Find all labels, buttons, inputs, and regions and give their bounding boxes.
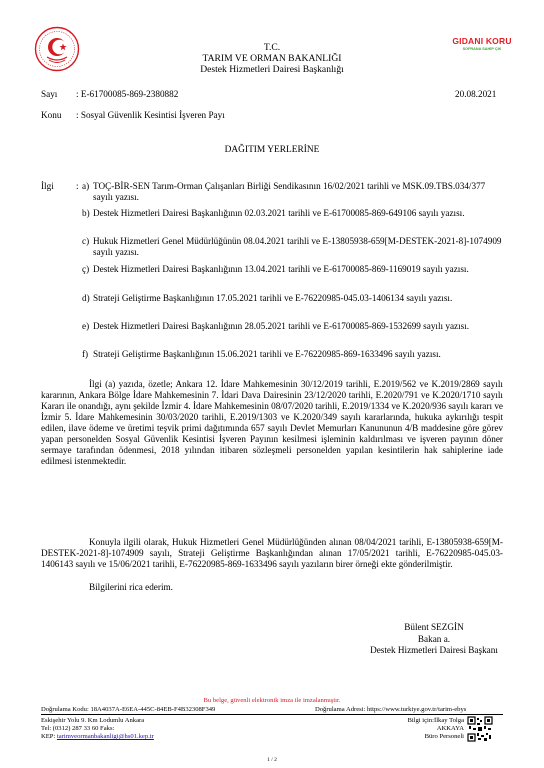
ilgi-colon: : [76,181,79,191]
contact-line-1: Bilgi için:İlkay Tolga [407,717,464,724]
ilgi-item-text: TOÇ-BİR-SEN Tarım-Orman Çalışanları Birliği Sendikasının 16/02/2021 tarihli ve MSK.09.TBS.034/377 sayılı yazısı. [93,181,486,202]
body-paragraph-2: Konuyla ilgili olarak, Hukuk Hizmetleri Genel Müdürlüğünden alınan 08/04/2021 tarihli, E-13805938-659[M-DESTEK-2021-8]-1074909 sayılı, Strateji Geliştirme Başkanlığından alınan 17/05/2021 tarihli, E-76220985-045.03-1406143 sayılı ve 15/06/2021 tarihli, E-76220985-869-1633496 sayılı yazıların birer örneği ekte gönderilmiştir. [41,537,503,569]
signer-title-2: Destek Hizmetleri Dairesi Başkanı [370,645,498,655]
contact-info [380,717,464,741]
ilgi-item-d [82,293,502,304]
ilgi-item-e [82,321,502,332]
ilgi-item-text: Destek Hizmetleri Dairesi Başkanlığının 28.05.2021 tarihli ve E-61700085-869-1532699 sayılı yazısı. [93,321,470,331]
footer-address: Eskişehir Yolu 9. Km Lodumlu Ankara [41,717,145,724]
ilgi-item-c-cedilla [82,264,502,275]
signer-title-1: Bakan a. [417,633,451,644]
kep-label: KEP: [41,733,57,740]
ilgi-item-text: Hukuk Hizmetleri Genel Müdürlüğünün 08.04.2021 tarihli ve E-13805938-659[M-DESTEK-2021-8]-1074909 sayılı yazısı. [93,236,502,257]
ilgi-item-letter: a) [82,181,90,191]
header-ministry-name: TARIM VE ORMAN BAKANLIĞI [202,53,342,64]
ilgi-item-text: Destek Hizmetleri Dairesi Başkanlığının 13.04.2021 tarihli ve E-61700085-869-1169019 sayılı yazısı. [93,264,469,274]
ilgi-item-a [82,181,502,203]
ilgi-item-letter: c) [82,236,90,246]
verification-code: Doğrulama Kodu: 18A4037A-E6EA-445C-84EB-F4B32308F349 [41,706,216,713]
qr-code-icon [467,716,493,742]
brand-logo [447,36,517,51]
ilgi-item-letter: e) [82,321,90,331]
ilgi-item-letter: f) [82,349,89,359]
footer-kep [41,733,154,741]
document-date: 20.08.2021 [455,89,497,99]
ilgi-item-text: Destek Hizmetleri Dairesi Başkanlığının 02.03.2021 tarihli ve E-61700085-869-649106 sayılı yazısı. [93,208,465,218]
signer-name: Bülent SEZGİN [404,622,464,632]
ilgi-item-text: Strateji Geliştirme Başkanlığının 17.05.2021 tarihli ve E-76220985-045.03-1406134 sayılı yazısı. [93,293,453,303]
ilgi-item-f [82,349,502,360]
signature-block [344,622,524,657]
page-number: 1 / 2 [267,757,277,763]
verification-address: Doğrulama Adresi: https://www.turkiye.gov.tr/tarim-ebys [315,706,467,713]
ilgi-item-text: Strateji Geliştirme Başkanlığının 15.06.2021 tarihli ve E-76220985-869-1633496 sayılı yazısı. [93,349,441,359]
sayi-value: : E-61700085-869-2380882 [76,89,179,99]
header-line-tc: T.C. [263,42,281,53]
contact-line-3: Büro Personeli [424,733,464,740]
ilgi-item-letter: b) [82,208,90,218]
brand-sub-text: SOFRANA SAHİP ÇIK [462,47,502,51]
konu-value: : Sosyal Güvenlik Kesintisi İşveren Payı [76,110,225,120]
esignature-notice: Bu belge, güvenli elektronik imza ile imzalanmıştır. [203,697,341,704]
distribution-title: DAĞITIM YERLERİNE [224,145,320,155]
header-department-name: Destek Hizmetleri Dairesi Başkanlığı [200,64,344,75]
body-paragraph-3: Bilgilerini rica ederim. [89,582,173,592]
footer-divider [41,714,503,715]
brand-main-text: GIDANI KORU [452,36,512,46]
ilgi-item-c [82,236,502,258]
body-paragraph-1: İlgi (a) yazıda, özetle; Ankara 12. İdare Mahkemesinin 30/12/2019 tarihli, E.2019/562 ve K.2019/2869 sayılı kararının, Ankara Bölge İdare Mahkemesinin 7. İdari Dava Dairesinin 23/12/2020 tarihli, E.2020/791 ve K.2020/1710 sayılı Kararı ile onandığı, aynı şekilde İzmir 4. İdare Mahkemesinin 08/07/2020 tarihli, E.2019/1334 ve K.2020/936 sayılı kararı ve İzmir 5. İdare Mahkemesinin 30/03/2020 tarihli, E.2019/1303 ve K.2020/349 sayılı kararlarında, hukuka aykırılığı tespit edilen, ilave ödeme ve üretimi teşvik primi dağıtımında 657 sayılı Devlet Memurları Kanununun 4/B maddesine göre görev yapan personelden Sosyal Güvenlik Kesintisi İşveren Payının kesilmesi işleminin kaldırılması ve işveren payının döner sermaye tarafından ödenmesi, 2018 yılından itibaren sözleşmeli personelden yapılan kesintilerin hak sahiplerine iade edilmesi istenmektedir. [41,379,503,466]
contact-line-2: AKKAYA [436,725,464,732]
ilgi-item-letter: d) [82,293,90,303]
ilgi-item-letter: ç) [82,264,90,274]
ilgi-label: İlgi [41,181,54,191]
footer-phone: Tel: (0312) 287 33 60 Faks: [41,725,115,732]
sayi-label: Sayı [41,89,58,99]
kep-address-link[interactable]: tarimveormanbakanligi@hs01.kep.tr [56,733,154,740]
konu-label: Konu [41,110,62,120]
ilgi-item-b [82,208,502,219]
